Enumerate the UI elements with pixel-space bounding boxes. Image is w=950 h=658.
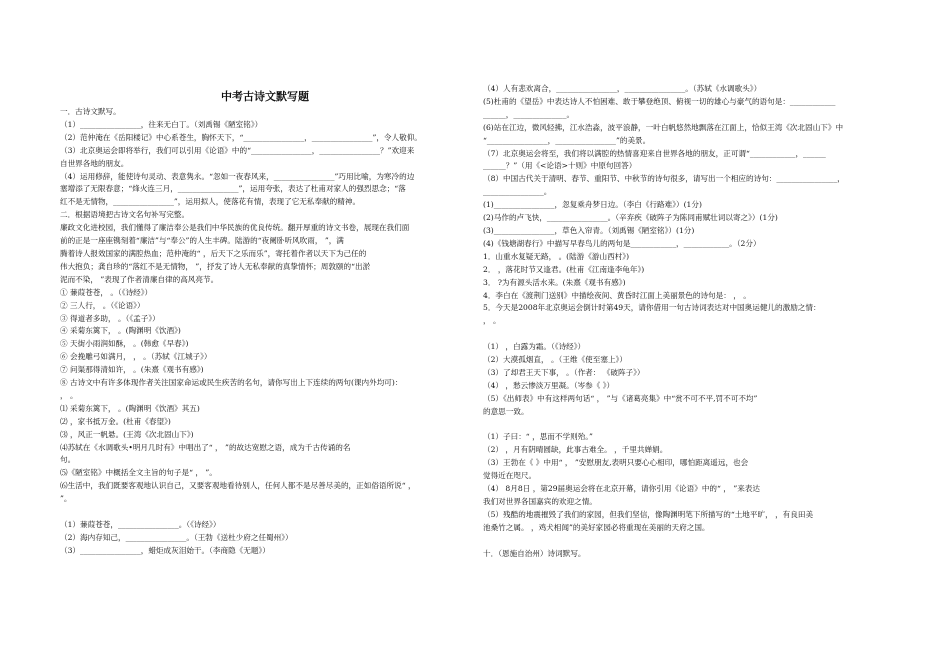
text-line: (6)站在江边，微风轻拂，江水浩淼，波平浪静，一叶白帆悠然地飘落在江面上，恰似王湾《次北固山下》中 [483, 122, 844, 132]
text-line: ④ 采菊东篱下， 。(陶渊明《饮酒》) [60, 326, 181, 336]
text-line: ⑵ ，家书抵万金。(杜甫《春望》) [60, 416, 171, 426]
text-line: (2)马作的卢飞快，________________。（辛弃疾《破阵子为陈同甫赋壮词以寄之》）(1分) [483, 213, 778, 223]
text-line: ① 蒹葭苍苍， 。（《诗经》） [60, 287, 153, 297]
text-line: （7）北京奥运会将至，我们将以满腔的热情喜迎来自世界各地的朋友，正可谓“____________，______ [483, 148, 826, 158]
text-line: ⑧ 古诗文中有许多体现作者关注国家命运或民生疾苦的名句，请你写出上下连续的两句(课内外均可)： [60, 378, 403, 388]
text-line: 一．古诗文默写。 [60, 107, 121, 116]
text-line: 伟大抱负；龚自珍的“落红不是无情物， ”，抒发了诗人无私奉献的真挚情怀；周敦颐的“出淤 [60, 261, 371, 271]
text-line: （4） 8月8日 ，第29届奥运会将在北京开幕，请你引用《论语》中的“ ， ”来表达 [483, 484, 760, 494]
text-line: 二．根据语境把古诗文名句补写完整。 [60, 210, 190, 220]
text-line: （2）海内存知己，________________。（王勃《送杜少府之任蜀州》） [60, 532, 293, 542]
text-line: 5．今天是2008年北京奥运会倒计时第49天，请你借用一句古诗词表达对中国奥运健儿的激励之情： [483, 303, 821, 313]
text-line: ______？”（用《<论语>十则》中原句回答） [483, 161, 637, 171]
text-line [60, 506, 470, 519]
text-line [483, 328, 893, 341]
text-line: (4)《钱塘湖春行》中描写早春鸟儿的两句是____________，____________。（2分） [483, 238, 761, 248]
text-line: （4） ，愁云惨淡万里凝。（岑参《 》） [483, 380, 615, 390]
text-line: ② 三人行， 。（《论语》） [60, 300, 145, 310]
text-line: （1）________________，往来无白丁。（刘禹锡《陋室铭》） [60, 119, 263, 129]
right-column [483, 83, 893, 561]
text-line: (5)杜甫的《望岳》中表达诗人不怕困难、敢于攀登绝顶、俯视一切的雄心与豪气的语句是：____________ [483, 96, 836, 106]
text-line: （2）范仲淹在《岳阳楼记》中心系苍生，胸怀天下，“________________，________________”，令人敬仰。 [60, 132, 422, 142]
text-line: （2） ，月有阴晴圆缺，此事古难全。 ，千里共婵娟。 [483, 445, 668, 455]
left-column [60, 106, 470, 558]
text-line: 腾着诗人报效国家的满腔热血；范仲淹的“ ，后天下之乐而乐”，寄托着作者以天下为己任的 [60, 248, 367, 258]
text-line: 池桑竹之属。 ，鸡犬相闻”的美好家园必将重现在美丽的天府之国。 [483, 522, 710, 532]
text-line: ⑦ 问渠那得清如许， 。(朱熹《观书有感》) [60, 365, 204, 375]
text-line: 1．山重水复疑无路， 。(陆游《游山西村》) [483, 251, 630, 261]
text-line: （4）运用修辞，能使诗句灵动、表意隽永。“忽如一夜春风来，________________”巧用比喻，为寒冷的边 [60, 171, 415, 181]
text-line: （5）残酷的地震摧毁了我们的家园，但我们坚信，像陶渊明笔下所描写的“土地平旷， ，有良田美 [483, 509, 814, 519]
text-line: 塞增添了无限春意；“烽火连三月，________________”，运用夸张，表达了杜甫对家人的强烈思念；“落 [60, 184, 406, 194]
text-line: 廉政文化进校园，我们懂得了廉洁奉公是我们中华民族的优良传统。翻开厚重的诗文书卷，展现在我们面 [60, 223, 410, 233]
text-line: (1)________________，忽复乘舟梦日边。（李白《行路难》）(1分) [483, 200, 702, 210]
text-line: ______，______________。 [483, 109, 575, 119]
text-line: （2）大漠孤烟直， 。（王维《使至塞上》） [483, 355, 627, 365]
text-line: （1）蒹葭苍苍，________________。（《诗经》） [60, 520, 221, 529]
text-line: ⑹生活中，我们既要客观地认识自己，又要客观地看待别人，任何人都不是尽善尽美的，正如俗语所说“ ， [60, 481, 416, 491]
text-line: （3）了却君王天下事， 。（作者： 《破阵子》） [483, 367, 645, 377]
text-line: ⑴ 采菊东篱下， 。(陶渊明《饮酒》其五) [60, 403, 200, 413]
text-line: 句。 [60, 455, 76, 465]
text-line [483, 419, 893, 432]
text-line: “________________，________________”的美景。 [483, 135, 651, 145]
text-line: （3）北京奥运会即将举行，我们可以引用《论语》中的“________________，________________？”欢迎来 [60, 145, 415, 155]
text-line: ⑥ 会挽雕弓如满月， ， 。（苏轼《江城子》） [60, 352, 212, 362]
text-line: 红不是无情物，________________”，运用拟人，使落花有情，表现了它无私奉献的精神。 [60, 197, 361, 207]
page-title: 中考古诗文默写题 [221, 90, 309, 103]
text-line: ”。 [60, 494, 72, 504]
text-line: （5）《出师表》中有这样两句话“ ， ”与《诸葛亮集》中“赏不可不平,罚不可不均” [483, 393, 758, 403]
text-line: 3． ?为有源头活水来。(朱熹《观书有感》) [483, 277, 626, 287]
text-line [483, 535, 893, 548]
text-line: 泥而不染， ”表现了作者清廉自律的高风亮节。 [60, 274, 219, 284]
text-line: （1） ，白露为霜。（《诗经》） [483, 342, 586, 352]
text-line: 十．（恩施自治州）诗词默写。 [483, 548, 586, 558]
text-line: （3）王勃在《 》中用“ ， ”安慰朋友,表明只要心心相印，哪怕距离遥远，也会 [483, 458, 749, 468]
text-line: ________________。 [483, 187, 552, 197]
text-line: 我们对世界各国嘉宾的欢迎之情。 [483, 497, 597, 506]
text-line: (3)________________，草色入帘青。（刘禹锡《陋室铭》）(1分) [483, 225, 695, 235]
text-line: （1）子曰：“ ，思而不学则殆。” [483, 432, 593, 442]
text-line: （8）中国古代关于清明、春节、重阳节、中秋节的诗句很多，请写出一个相应的诗句：________________， [483, 174, 845, 184]
text-line: 4．李白在《渡荆门送别》中描绘夜间、黄昏时江面上美丽景色的诗句是： ， 。 [483, 290, 751, 300]
text-line: 自世界各地的朋友。 [60, 158, 129, 168]
text-line: （4）人有悲欢离合，________________，________________。（苏轼《水调歌头》） [483, 84, 762, 93]
text-line: 觉得近在咫尺。 [483, 471, 537, 481]
text-line: ③ 得道者多助， 。（《孟子》） [60, 313, 160, 323]
text-line: 前的正是一座座镌刻着“廉洁”与“奉公”的人生丰碑。陆游的“夜阑卧听风吹雨， ”，满 [60, 236, 344, 246]
text-line: ⑷苏轼在《水调歌头•明月几时有》中唱出了“ ， ”的故达宽慰之语，成为千古传诵的名 [60, 442, 351, 452]
text-line: ⑸《陋室铭》中概括全文主旨的句子是“ ， ”。 [60, 468, 217, 478]
text-line: ， 。 [60, 390, 78, 400]
text-line: （3）________________，蜡炬成灰泪始干。（李商隐《无题》） [60, 545, 270, 555]
text-line: ， 。 [483, 316, 501, 326]
text-line: ⑶ ，风正一帆悬。(王湾《次北固山下》) [60, 429, 194, 439]
text-line: ⑤ 天街小雨润如酥， 。(韩愈《早春》) [60, 339, 189, 349]
text-line: 2． ，落花时节又逢君。(杜甫《江南逢李龟年》) [483, 264, 645, 274]
text-line: 的意思一致。 [483, 406, 529, 416]
